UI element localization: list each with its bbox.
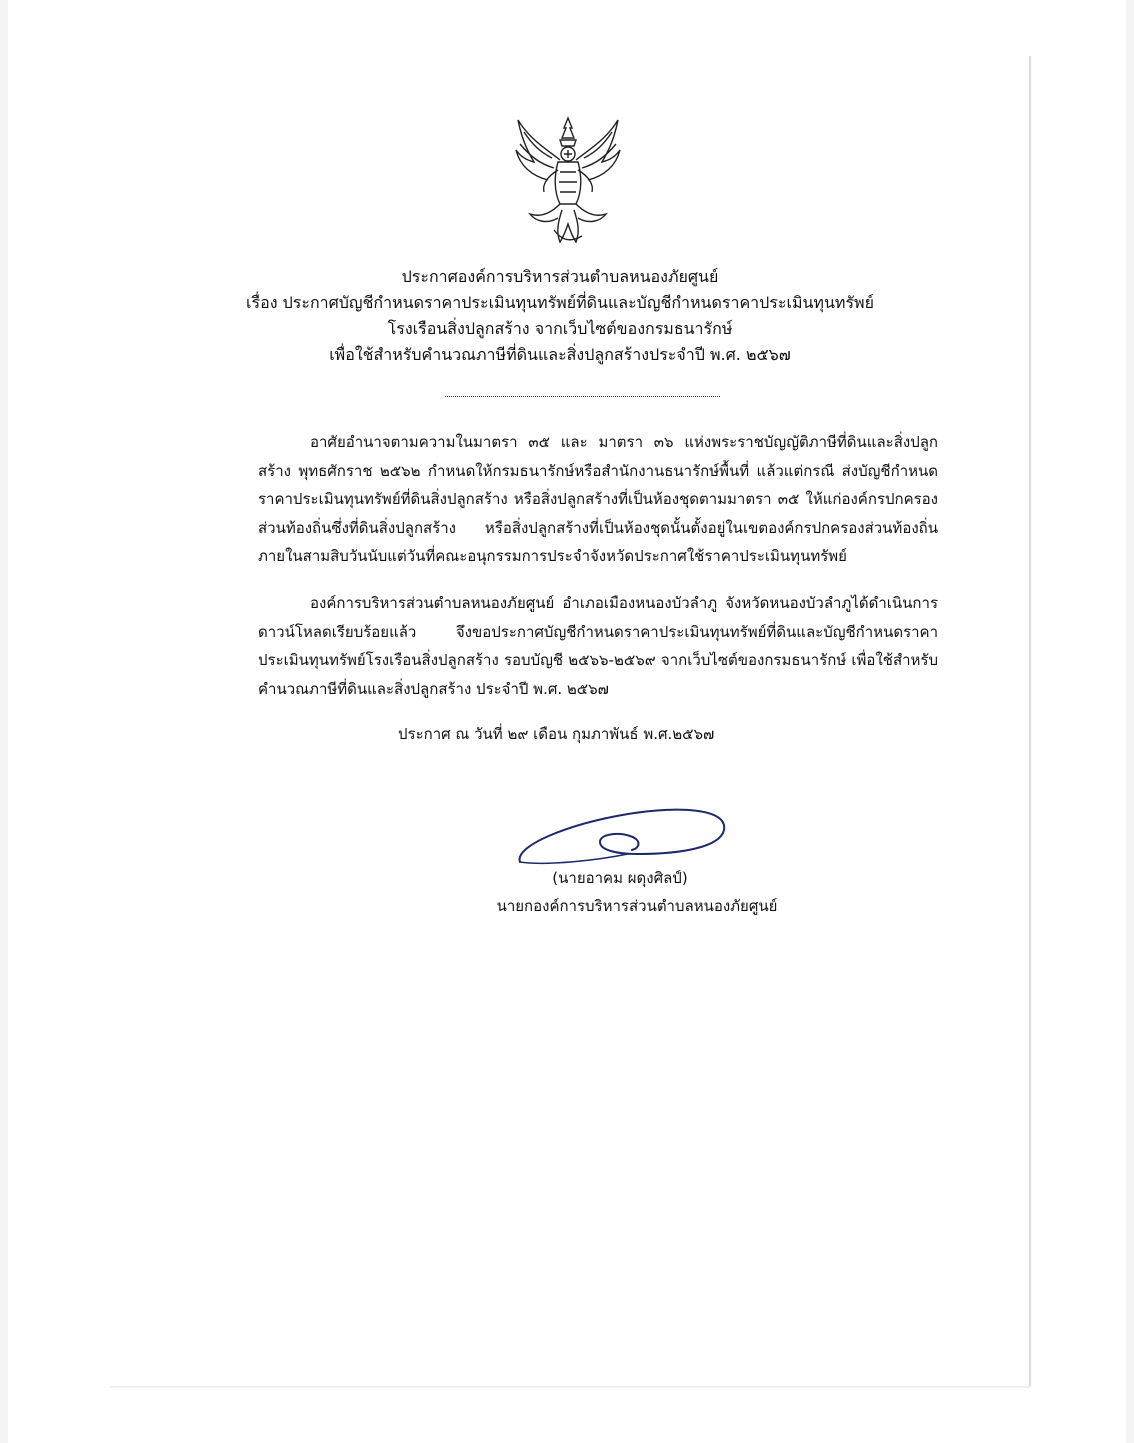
body-paragraph-2: องค์การบริหารส่วนตำบลหนองภัยศูนย์ อำเภอเมืองหนองบัวลำภู จังหวัดหนองบัวลำภูได้ดำเนินการดาวน์โหลดเรียบร้อยแล้ว จึงขอประกาศบัญชีกำหนดราคาประเมินทุนทรัพย์ที่ดินและบัญชีกำหนดราคาประเมินทุนทรัพย์โรงเรือนสิ่งปลูกสร้าง รอบบัญชี ๒๕๖๖-๒๕๖๙ จากเว็บไซต์ของกรมธนารักษ์ เพื่อใช้สำหรับคำนวณภาษีที่ดินและสิ่งปลูกสร้าง ประจำปี พ.ศ. ๒๕๖๗ [258,594,938,698]
announcement-date: ประกาศ ณ วันที่ ๒๙ เดือน กุมภาพันธ์ พ.ศ.๒๕๖๗ [398,725,715,743]
announcement-subject: เรื่อง ประกาศบัญชีกำหนดราคาประเมินทุนทรัพย์ที่ดินและบัญชีกำหนดราคาประเมินทุนทรัพย์ [246,293,874,312]
announcement-subject-line2: โรงเรือนสิ่งปลูกสร้าง จากเว็บไซต์ของกรมธนารักษ์ [387,319,733,338]
page-edge [1029,56,1031,1386]
body-paragraph-1: อาศัยอำนาจตามความในมาตรา ๓๕ และ มาตรา ๓๖ แห่งพระราชบัญญัติภาษีที่ดินและสิ่งปลูกสร้าง พุทธศักราช ๒๕๖๒ กำหนดให้กรมธนารักษ์หรือสำนักงานธนารักษ์พื้นที่ แล้วแต่กรณี ส่งบัญชีกำหนดราคาประเมินทุนทรัพย์ที่ดินสิ่งปลูกสร้าง หรือสิ่งปลูกสร้างที่เป็นห้องชุดตามมาตรา ๓๕ ให้แก่องค์กรปกครองส่วนท้องถิ่นซึ่งที่ดินสิ่งปลูกสร้าง หรือสิ่งปลูกสร้างที่เป็นห้องชุดนั้นตั้งอยู่ในเขตองค์กรปกครองส่วนท้องถิ่น ภายในสามสิบวันนับแต่วันที่คณะอนุกรรมการประจำจังหวัดประกาศใช้ราคาประเมินทุนทรัพย์ [258,433,938,565]
signer-name: (นายอาคม ผดุงศิลป์) [552,869,688,887]
signer-position: นายกองค์การบริหารส่วนตำบลหนองภัยศูนย์ [496,897,778,915]
garuda-emblem-icon [508,110,628,250]
announcement-title: ประกาศองค์การบริหารส่วนตำบลหนองภัยศูนย์ [401,267,719,286]
announcement-subject-line3: เพื่อใช้สำหรับคำนวณภาษีที่ดินและสิ่งปลูกสร้างประจำปี พ.ศ. ๒๕๖๗ [329,345,791,364]
dotted-divider [445,388,720,397]
page-bottom-edge [110,1386,1030,1388]
